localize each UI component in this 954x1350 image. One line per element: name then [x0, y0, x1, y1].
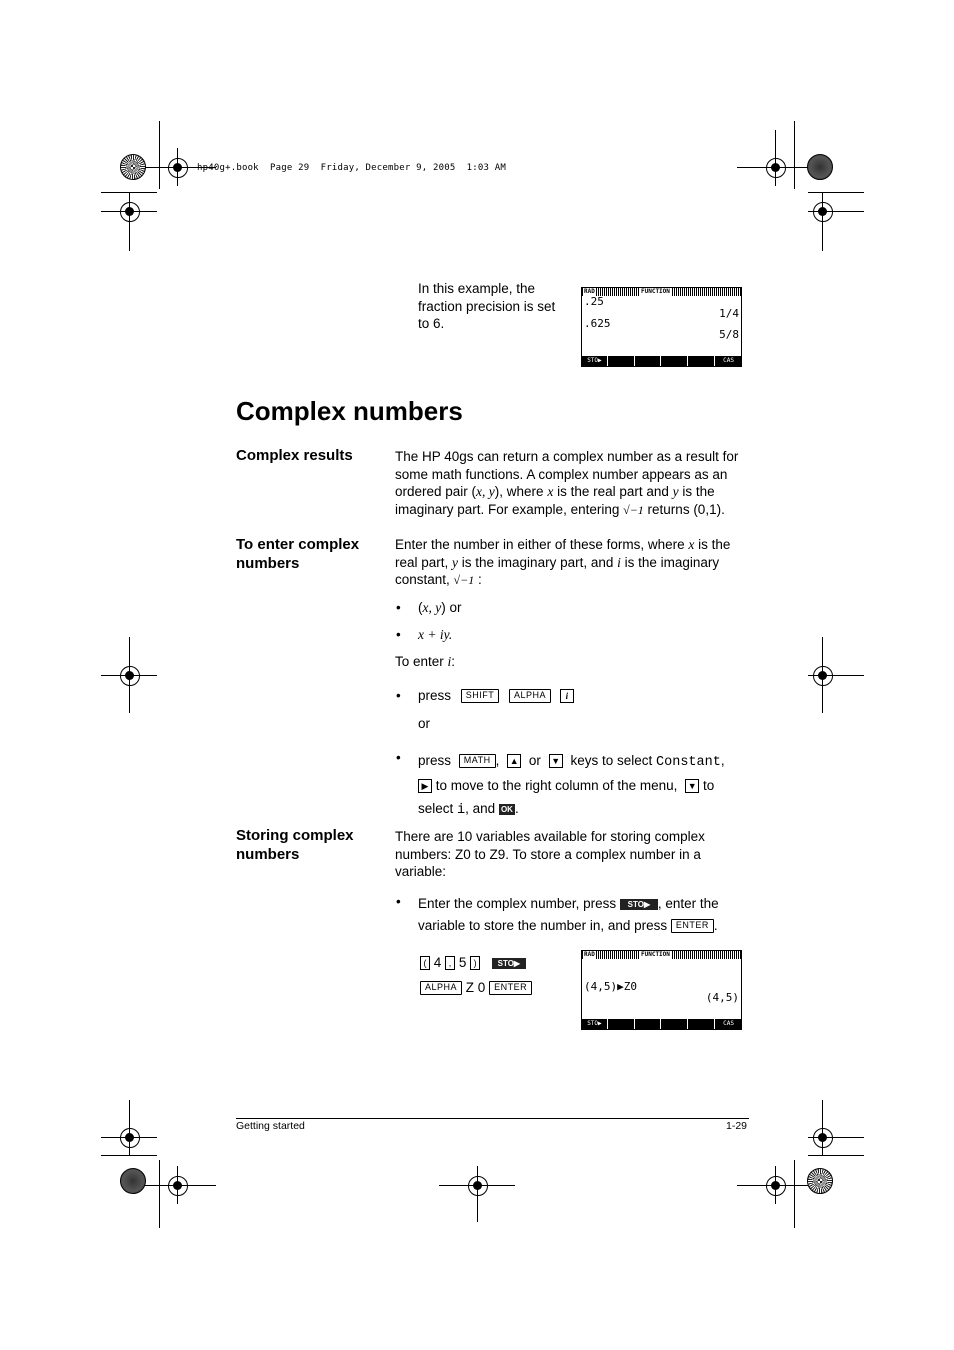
- alpha-key: ALPHA: [509, 689, 551, 703]
- enter-key: ENTER: [489, 981, 532, 995]
- color-target-icon: [807, 1168, 833, 1194]
- color-target-icon: [120, 1168, 146, 1194]
- store-instructions: Enter the complex number, press STO▶ , enter the variable to store the number in, and press ENTER .: [418, 896, 719, 933]
- heading-storing-complex: Storing complex numbers: [236, 827, 354, 863]
- down-arrow-key-icon: ▼: [685, 779, 699, 793]
- registration-mark-icon: [168, 1176, 188, 1196]
- enter-complex-text: Enter the number in either of these forms, where x is the real part, y is the imaginary part, and i is the imaginary constant, √−1 :: [395, 537, 731, 587]
- press-sequence-2: press MATH , ▲ or ▼ keys to select Constant, ▶ to move to the right column of the menu, ▼ to select i, and OK .: [418, 753, 725, 818]
- alpha-key: ALPHA: [420, 981, 462, 995]
- list-item: •: [396, 688, 401, 703]
- sto-softkey: STO▶: [620, 899, 658, 910]
- storing-complex-text: There are 10 variables available for storing complex numbers: Z0 to Z9. To store a complex number in a variable:: [395, 829, 705, 879]
- right-arrow-key-icon: ▶: [418, 779, 432, 793]
- keystroke-sequence: ( 4 , 5 ) STO▶ ALPHA Z 0 ENTER: [420, 950, 532, 1000]
- down-arrow-key-icon: ▼: [549, 754, 563, 768]
- complex-results-text: The HP 40gs can return a complex number as a result for some math functions. A complex number appears as an ordered pair (x, y), where x is the real part and y is the imaginary part. For example, entering √−1 returns (0,1).: [395, 449, 739, 517]
- footer-rule: [236, 1118, 749, 1119]
- up-arrow-key-icon: ▲: [507, 754, 521, 768]
- heading-complex-results: Complex results: [236, 447, 353, 464]
- color-target-icon: [120, 154, 146, 180]
- form-rect: x + iy.: [418, 627, 453, 642]
- shift-key: SHIFT: [461, 689, 500, 703]
- open-paren-key: (: [420, 956, 430, 970]
- list-item: •: [396, 750, 401, 765]
- registration-mark-icon: [120, 1128, 140, 1148]
- footer-left: Getting started: [236, 1120, 305, 1132]
- to-enter-i: To enter i:: [395, 654, 456, 669]
- list-item: •: [396, 600, 401, 615]
- registration-mark-icon: [813, 1128, 833, 1148]
- registration-mark-icon: [766, 158, 786, 178]
- form-pair: (x, y) or: [418, 600, 462, 615]
- registration-mark-icon: [468, 1176, 488, 1196]
- registration-mark-icon: [813, 666, 833, 686]
- list-item: •: [396, 627, 401, 642]
- or-text: or: [418, 716, 431, 731]
- calculator-screen-1: RAD FUNCTION .25 1/4 .625 5/8 STO▶ CAS: [581, 287, 742, 367]
- heading-enter-complex: To enter complex numbers: [236, 536, 360, 572]
- status-bar: RAD FUNCTION: [582, 951, 741, 959]
- registration-mark-icon: [120, 666, 140, 686]
- enter-key: ENTER: [671, 919, 714, 933]
- i-key: i: [560, 689, 574, 703]
- calculator-screen-2: RAD FUNCTION (4,5)▶Z0 (4,5) STO▶ CAS: [581, 950, 742, 1030]
- ok-softkey: OK: [500, 804, 513, 814]
- page-title: Complex numbers: [236, 396, 463, 426]
- close-paren-key: ): [470, 956, 480, 970]
- sto-softkey: STO▶: [492, 958, 526, 969]
- registration-mark-icon: [813, 202, 833, 222]
- print-header: hp40g+.book Page 29 Friday, December 9, 2005 1:03 AM: [197, 163, 507, 173]
- comma-key: ,: [445, 956, 455, 970]
- list-item: •: [396, 894, 401, 909]
- registration-mark-icon: [766, 1176, 786, 1196]
- softkey-menu: STO▶ CAS: [582, 1019, 741, 1029]
- color-target-icon: [807, 154, 833, 180]
- status-bar: RAD FUNCTION: [582, 288, 741, 296]
- page-number: 1-29: [726, 1120, 748, 1132]
- registration-mark-icon: [168, 158, 188, 178]
- softkey-menu: STO▶ CAS: [582, 356, 741, 366]
- math-key: MATH: [459, 754, 496, 768]
- press-sequence-1: press SHIFT ALPHA i: [418, 687, 574, 705]
- registration-mark-icon: [120, 202, 140, 222]
- intro-text: In this example, the fraction precision is set to 6.: [418, 281, 556, 331]
